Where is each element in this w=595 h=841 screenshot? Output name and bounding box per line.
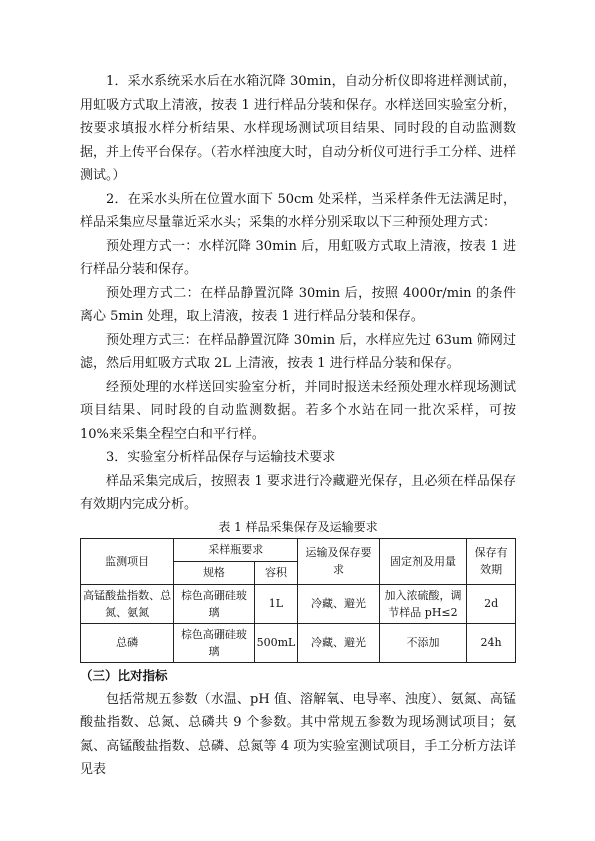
cell-volume: 1L — [254, 584, 298, 623]
header-bottle-requirements: 采样瓶要求 — [174, 538, 298, 561]
cell-spec: 棕色高硼硅玻璃 — [174, 623, 254, 662]
header-specification: 规格 — [174, 561, 254, 584]
header-fixative-dosage: 固定剂及用量 — [379, 538, 466, 584]
cell-transport: 冷藏、避光 — [298, 623, 379, 662]
paragraph-pretreatment-3: 预处理方式三：在样品静置沉降 30min 后，水样应先过 63um 筛网过滤，然后用虹吸方式取 2L 上清液，按表 1 进行样品分装和保存。 — [80, 332, 516, 371]
header-monitoring-item: 监测项目 — [81, 538, 174, 584]
paragraph-pretreatment-2: 预处理方式二：在样品静置沉降 30min 后，按照 4000r/min 的条件离心 5min 处理，取上清液，按表 1 进行样品分装和保存。 — [80, 285, 516, 324]
paragraph-comparison-parameters: 包括常规五参数（水温、pH 值、溶解氧、电导率、浊度）、氨氮、高锰酸盐指数、总氮、总磷共 9 个参数。其中常规五参数为现场测试项目；氨氮、高锰酸盐指数、总磷、总氮等 4 项为实验室测试项目，手工分析方法详见表 — [80, 691, 516, 777]
header-volume: 容积 — [254, 561, 298, 584]
section-heading-comparison-indicators: （三）比对指标 — [80, 667, 168, 683]
cell-volume: 500mL — [254, 623, 298, 662]
table-caption: 表 1 样品采集保存及运输要求 — [218, 519, 378, 534]
paragraph-section-3-title: 3．实验室分析样品保存与运输技术要求 — [106, 450, 336, 465]
cell-item: 高锰酸盐指数、总氮、氨氮 — [81, 584, 174, 623]
cell-fixative: 加入浓硫酸，调节样品 pH≤2 — [379, 584, 466, 623]
cell-validity: 2d — [467, 584, 516, 623]
table-row — [81, 623, 516, 662]
document-body — [80, 70, 516, 782]
header-transport-storage: 运输及保存要求 — [298, 538, 379, 584]
cell-spec: 棕色高硼硅玻璃 — [174, 584, 254, 623]
paragraph-sampling-system: 1．采水系统采水后在水箱沉降 30min，自动分析仪即将进样测试前，用虹吸方式取上清液，按表 1 进行样品分装和保存。水样送回实验室分析，按要求填报水样分析结果、水样现场测试项目结果、同时段的自动监测数据，并上传平台保存。（若水样浊度大时，自动分析仪可进行手工分样、进样测试。） — [80, 74, 516, 183]
paragraph-lab-analysis: 经预处理的水样送回实验室分析，并同时报送未经预处理水样现场测试项目结果、同时段的自动监测数据。若多个水站在同一批次采样，可按 10%来采集全程空白和平行样。 — [80, 379, 516, 442]
cell-fixative: 不添加 — [379, 623, 466, 662]
paragraph-pretreatment-1: 预处理方式一：水样沉降 30min 后，用虹吸方式取上清液，按表 1 进行样品分装和保存。 — [80, 238, 516, 277]
header-validity-period: 保存有效期 — [467, 538, 516, 584]
paragraph-storage-requirements: 样品采集完成后，按照表 1 要求进行冷藏避光保存，且必须在样品保存有效期内完成分析。 — [80, 473, 516, 512]
sample-storage-table — [80, 538, 516, 663]
table-row — [81, 584, 516, 623]
table-header-row-1 — [81, 538, 516, 561]
cell-item: 总磷 — [81, 623, 174, 662]
cell-transport: 冷藏、避光 — [298, 584, 379, 623]
cell-validity: 24h — [467, 623, 516, 662]
paragraph-sampling-location: 2．在采水头所在位置水面下 50cm 处采样，当采样条件无法满足时，样品采集应尽量靠近采水头；采集的水样分别采取以下三种预处理方式： — [80, 191, 516, 230]
